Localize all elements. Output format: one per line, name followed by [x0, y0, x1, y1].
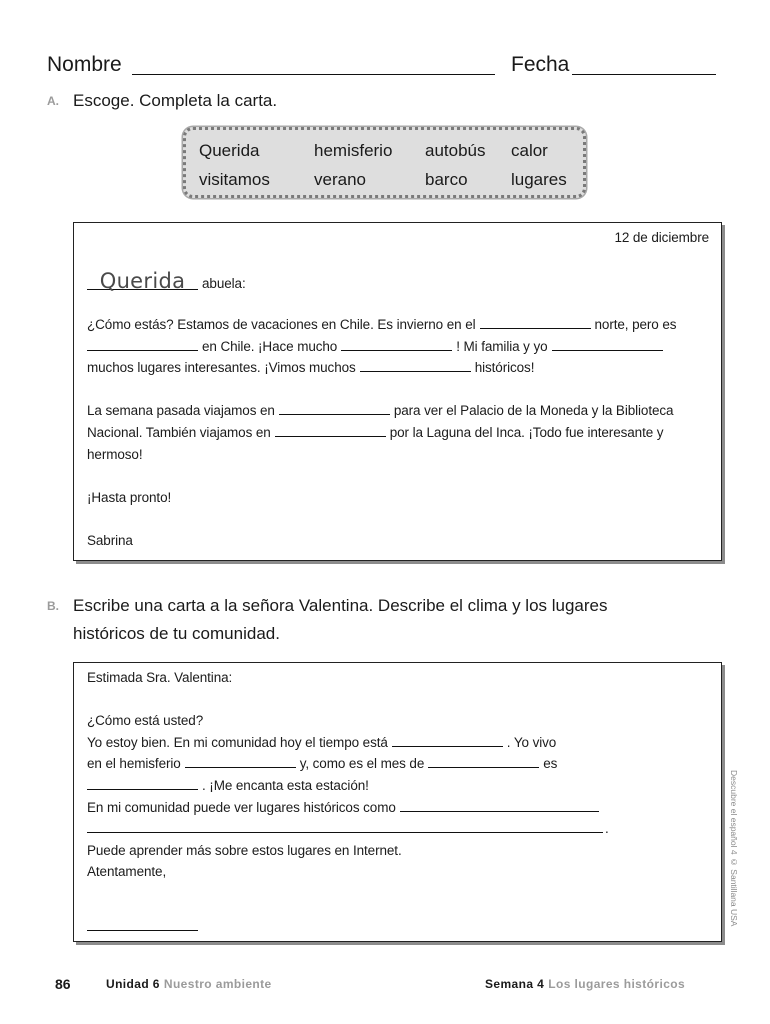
- letter-greeting: [87, 269, 246, 295]
- letter-text: y, como es el mes de: [299, 756, 425, 772]
- word-bank-word: calor: [511, 141, 548, 160]
- answer-blank[interactable]: [480, 317, 591, 329]
- word-bank-row: [199, 170, 581, 190]
- greeting-text: abuela:: [202, 276, 246, 291]
- word-bank-word: Querida: [199, 141, 260, 160]
- letter-line: [87, 753, 609, 775]
- letter-line: [87, 314, 676, 336]
- answer-blank[interactable]: [392, 735, 503, 747]
- word-bank-row: [199, 141, 581, 161]
- letter-line: Puede aprender más sobre estos lugares en Internet.: [87, 842, 402, 858]
- answer-blank[interactable]: [360, 360, 471, 372]
- name-blank[interactable]: [132, 74, 495, 75]
- letter-body: [87, 314, 676, 552]
- letter-line: [87, 818, 609, 840]
- word-bank: [183, 127, 586, 198]
- letter-line: [87, 775, 609, 797]
- letter-line: ¿Cómo está usted?: [87, 713, 204, 729]
- answer-blank[interactable]: [428, 756, 539, 768]
- section-b-instruction: [73, 592, 608, 648]
- unit-label: Unidad 6: [106, 977, 160, 991]
- letter-line: [87, 357, 676, 379]
- letter-text: Yo estoy bien. En mi comunidad hoy el tiempo está: [87, 734, 388, 750]
- letter-text: Nacional. También viajamos en: [87, 424, 271, 440]
- footer-unit: [106, 977, 272, 991]
- answer-blank[interactable]: [87, 821, 603, 833]
- answer-blank[interactable]: [279, 403, 390, 415]
- letter-text: . ¡Me encanta esta estación!: [202, 777, 369, 793]
- answer-blank[interactable]: [87, 778, 198, 790]
- letter-text: hermoso!: [87, 446, 143, 462]
- section-a-marker: A.: [47, 94, 59, 108]
- letter-greeting: Estimada Sra. Valentina:: [87, 670, 233, 685]
- instruction-line: históricos de tu comunidad.: [73, 624, 280, 643]
- answer-blank[interactable]: [275, 425, 386, 437]
- paragraph-gap: [87, 689, 609, 711]
- paragraph-gap: [87, 508, 676, 530]
- signature-blank[interactable]: [87, 919, 198, 931]
- letter-card-b: [73, 662, 722, 942]
- paragraph-gap: [87, 379, 676, 401]
- letter-closing: ¡Hasta pronto!: [87, 489, 172, 505]
- letter-text: ¿Cómo estás? Estamos de vacaciones en Chile. Es invierno en el: [87, 317, 476, 332]
- date-label: Fecha: [511, 53, 570, 76]
- letter-signature: Sabrina: [87, 532, 133, 548]
- letter-text: es: [543, 756, 558, 772]
- letter-line: [87, 422, 676, 444]
- letter-text: en Chile. ¡Hace mucho: [202, 338, 338, 354]
- letter-card-a: [73, 222, 722, 561]
- footer-week: [485, 977, 685, 991]
- word-bank-word: autobús: [425, 141, 486, 160]
- letter-text: . Yo vivo: [506, 734, 557, 750]
- week-title: Los lugares históricos: [548, 977, 686, 991]
- letter-line: [87, 732, 609, 754]
- answer-blank[interactable]: [552, 339, 663, 351]
- date-blank[interactable]: [572, 74, 716, 75]
- letter-line: [87, 336, 676, 358]
- letter-text: para ver el Palacio de la Moneda y la Biblioteca: [393, 403, 674, 419]
- page-number: 86: [55, 976, 71, 992]
- copyright-credit: Descubre el español 4 © Santillana USA: [729, 770, 739, 927]
- letter-text: .: [605, 821, 609, 837]
- letter-closing: Atentamente,: [87, 864, 167, 880]
- letter-line: [87, 444, 676, 466]
- section-b-marker: B.: [47, 599, 59, 613]
- word-bank-word: verano: [314, 170, 366, 189]
- answer-blank[interactable]: [341, 339, 452, 351]
- paragraph-gap: [87, 465, 676, 487]
- word-bank-word: hemisferio: [314, 141, 393, 160]
- letter-text: En mi comunidad puede ver lugares históricos como: [87, 799, 396, 815]
- letter-text: ! Mi familia y yo: [456, 338, 548, 354]
- letter-text: históricos!: [474, 360, 535, 376]
- name-label: Nombre: [47, 53, 122, 76]
- letter-line: [87, 400, 676, 422]
- week-label: Semana 4: [485, 977, 545, 991]
- letter-text: en el hemisferio: [87, 756, 181, 772]
- word-bank-word: lugares: [511, 170, 567, 189]
- unit-title: Nuestro ambiente: [163, 977, 272, 991]
- greeting-answer-blank[interactable]: [87, 269, 198, 293]
- answer-blank[interactable]: [185, 756, 296, 768]
- section-a-instruction: Escoge. Completa la carta.: [73, 91, 278, 110]
- handwritten-answer: Querida: [99, 269, 186, 293]
- letter-text: muchos lugares interesantes. ¡Vimos muchos: [87, 360, 356, 376]
- word-bank-word: barco: [425, 170, 468, 189]
- letter-date: 12 de diciembre: [614, 230, 709, 245]
- answer-blank[interactable]: [400, 800, 599, 812]
- instruction-line: Escribe una carta a la señora Valentina. Describe el clima y los lugares: [73, 596, 608, 615]
- letter-text: La semana pasada viajamos en: [87, 403, 275, 419]
- answer-blank[interactable]: [87, 339, 198, 351]
- letter-line: [87, 797, 609, 819]
- letter-text: por la Laguna del Inca. ¡Todo fue interesante y: [389, 424, 664, 440]
- letter-body: [87, 667, 609, 883]
- word-bank-word: visitamos: [199, 170, 270, 189]
- letter-text: norte, pero es: [594, 317, 677, 332]
